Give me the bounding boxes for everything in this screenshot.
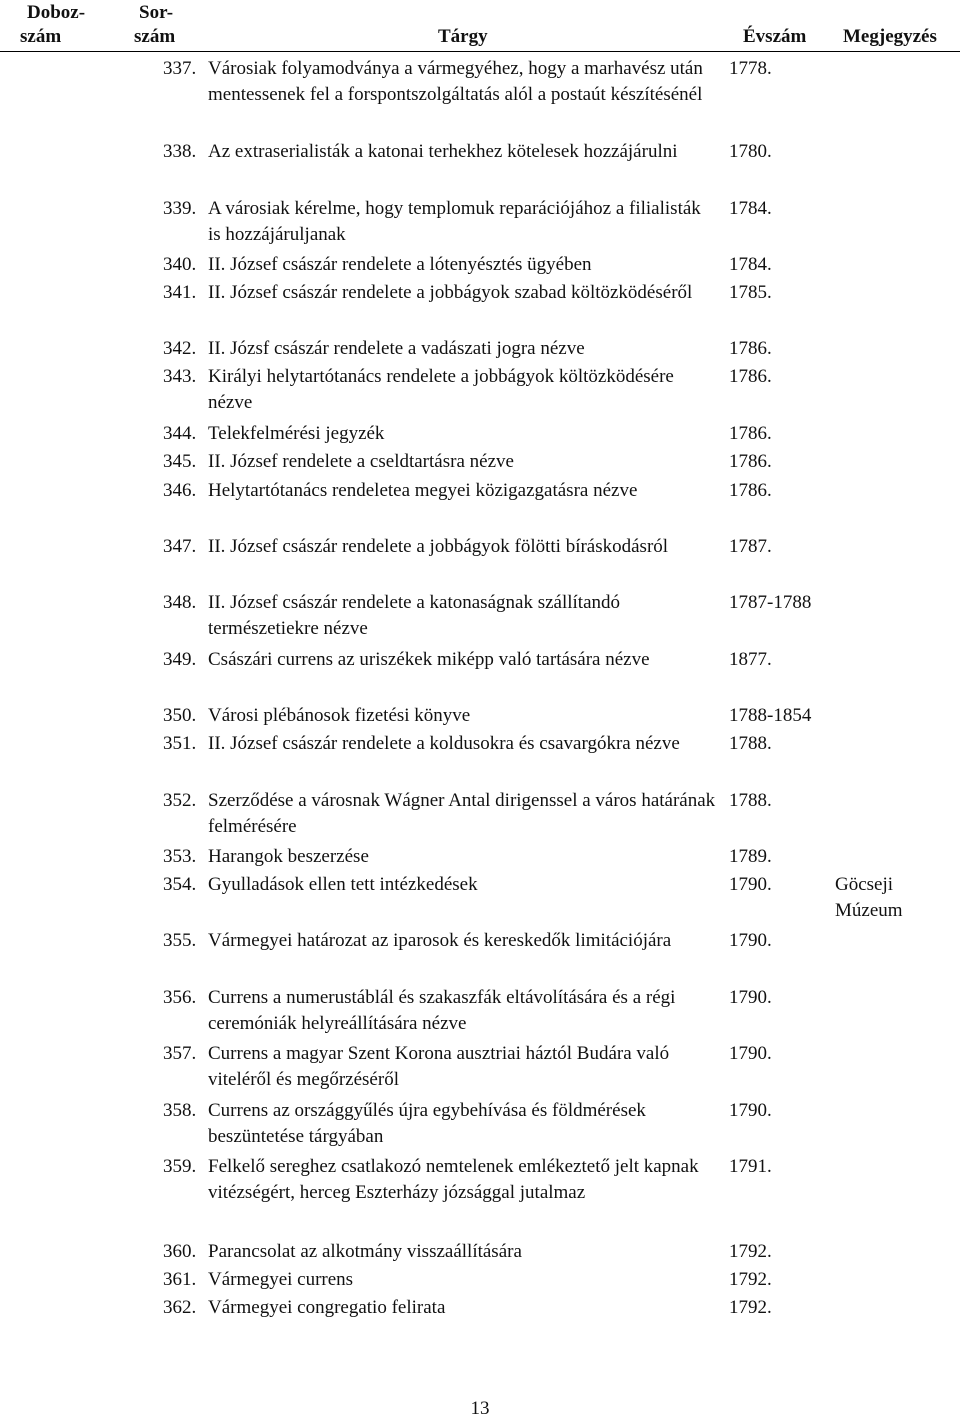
row-subject: II. József császár rendelete a jobbágyok szabad költözködéséről — [208, 282, 693, 303]
row-year: 1792. — [729, 1269, 772, 1290]
row-subject: Vármegyei határozat az iparosok és kereskedők limitációjára — [208, 930, 672, 951]
row-number: 349. — [163, 649, 197, 670]
row-year: 1786. — [729, 338, 772, 359]
row-number: 340. — [163, 254, 197, 275]
row-year: 1786. — [729, 423, 772, 444]
row-number: 353. — [163, 846, 197, 867]
row-year: 1780. — [729, 141, 772, 162]
row-subject: II. József császár rendelete a katonaságnak szállítandó természetiekre nézve — [208, 592, 620, 639]
row-subject: II. József rendelete a cseldtartásra nézve — [208, 451, 514, 472]
row-subject: Currens az országgyűlés újra egybehívása és földmérések beszüntetése tárgyában — [208, 1100, 646, 1147]
header-year: Évszám — [743, 26, 807, 47]
row-subject: II. József császár rendelete a lótenyésztés ügyében — [208, 254, 592, 275]
row-number: 360. — [163, 1241, 197, 1262]
row-year: 1792. — [729, 1297, 772, 1318]
row-year: 1785. — [729, 282, 772, 303]
header-box-number-line2: szám — [20, 26, 62, 47]
row-subject: II. Józsf császár rendelete a vadászati jogra nézve — [208, 338, 585, 359]
row-year: 1787. — [729, 536, 772, 557]
row-number: 350. — [163, 705, 197, 726]
row-number: 361. — [163, 1269, 197, 1290]
row-number: 358. — [163, 1100, 197, 1121]
table-header — [0, 0, 960, 52]
row-number: 357. — [163, 1043, 197, 1064]
row-number: 359. — [163, 1156, 197, 1177]
row-year: 1786. — [729, 480, 772, 501]
row-subject: Parancsolat az alkotmány visszaállítására — [208, 1241, 522, 1262]
header-subject: Tárgy — [438, 26, 488, 47]
row-year: 1786. — [729, 451, 772, 472]
page-number: 13 — [470, 1398, 490, 1419]
row-year: 1788. — [729, 733, 772, 754]
row-number: 355. — [163, 930, 197, 951]
row-number: 342. — [163, 338, 197, 359]
row-subject: Currens a numerustáblál és szakaszfák eltávolítására és a régi ceremóniák helyreállítására nézve — [208, 987, 676, 1034]
row-year: 1790. — [729, 930, 772, 951]
row-subject: Telekfelmérési jegyzék — [208, 423, 385, 444]
row-subject: II. József császár rendelete a koldusokra és csavargókra nézve — [208, 733, 680, 754]
header-note: Megjegyzés — [843, 26, 937, 47]
row-number: 351. — [163, 733, 197, 754]
row-subject: Felkelő sereghez csatlakozó nemtelenek emlékeztető jelt kapnak vitézségért, herceg Eszterházy józsággal jutalmaz — [208, 1156, 699, 1203]
row-subject: Helytartótanács rendeletea megyei közigazgatásra nézve — [208, 480, 638, 501]
row-subject: Császári currens az uriszékek miképp való tartására nézve — [208, 649, 650, 670]
row-subject: II. József császár rendelete a jobbágyok fölötti bíráskodásról — [208, 536, 669, 557]
row-subject: Városiak folyamodványa a vármegyéhez, hogy a marhavész után mentessenek fel a forspontszolgáltatás alól a postaút készítésénél — [208, 58, 703, 105]
row-number: 338. — [163, 141, 197, 162]
row-number: 362. — [163, 1297, 197, 1318]
row-number: 348. — [163, 592, 197, 613]
row-subject: Királyi helytartótanács rendelete a jobbágyok költözködésére nézve — [208, 366, 674, 413]
row-year: 1790. — [729, 874, 772, 895]
row-year: 1784. — [729, 198, 772, 219]
row-subject: Városi plébánosok fizetési könyve — [208, 705, 471, 726]
row-number: 337. — [163, 58, 197, 79]
header-sequence-number-line2: szám — [134, 26, 176, 47]
row-subject: Gyulladások ellen tett intézkedések — [208, 874, 478, 895]
row-year: 1790. — [729, 987, 772, 1008]
row-year: 1877. — [729, 649, 772, 670]
row-year: 1787-1788 — [729, 592, 812, 613]
row-number: 345. — [163, 451, 197, 472]
row-note: Göcseji Múzeum — [835, 874, 903, 921]
row-year: 1788-1854 — [729, 705, 812, 726]
row-year: 1790. — [729, 1043, 772, 1064]
row-number: 354. — [163, 874, 197, 895]
row-number: 343. — [163, 366, 197, 387]
row-subject: Az extraserialisták a katonai terhekhez kötelesek hozzájárulni — [208, 141, 678, 162]
row-subject: Currens a magyar Szent Korona ausztriai háztól Budára való viteléről és megőrzéséről — [208, 1043, 670, 1090]
row-year: 1789. — [729, 846, 772, 867]
header-divider — [0, 51, 960, 52]
row-number: 339. — [163, 198, 197, 219]
row-year: 1792. — [729, 1241, 772, 1262]
row-year: 1786. — [729, 366, 772, 387]
row-number: 347. — [163, 536, 197, 557]
row-number: 356. — [163, 987, 197, 1008]
row-number: 346. — [163, 480, 197, 501]
row-subject: Vármegyei currens — [208, 1269, 354, 1290]
row-year: 1784. — [729, 254, 772, 275]
header-box-number-line1: Doboz- — [27, 2, 86, 23]
row-year: 1778. — [729, 58, 772, 79]
row-number: 344. — [163, 423, 197, 444]
row-subject: A városiak kérelme, hogy templomuk reparációjához a filialisták is hozzájáruljanak — [208, 198, 701, 245]
row-year: 1790. — [729, 1100, 772, 1121]
row-number: 352. — [163, 790, 197, 811]
row-year: 1788. — [729, 790, 772, 811]
row-number: 341. — [163, 282, 197, 303]
row-subject: Szerződése a városnak Wágner Antal dirigenssel a város határának felmérésére — [208, 790, 716, 837]
row-year: 1791. — [729, 1156, 772, 1177]
header-sequence-number-line1: Sor- — [139, 2, 174, 23]
row-subject: Vármegyei congregatio felirata — [208, 1297, 446, 1318]
row-subject: Harangok beszerzése — [208, 846, 369, 867]
